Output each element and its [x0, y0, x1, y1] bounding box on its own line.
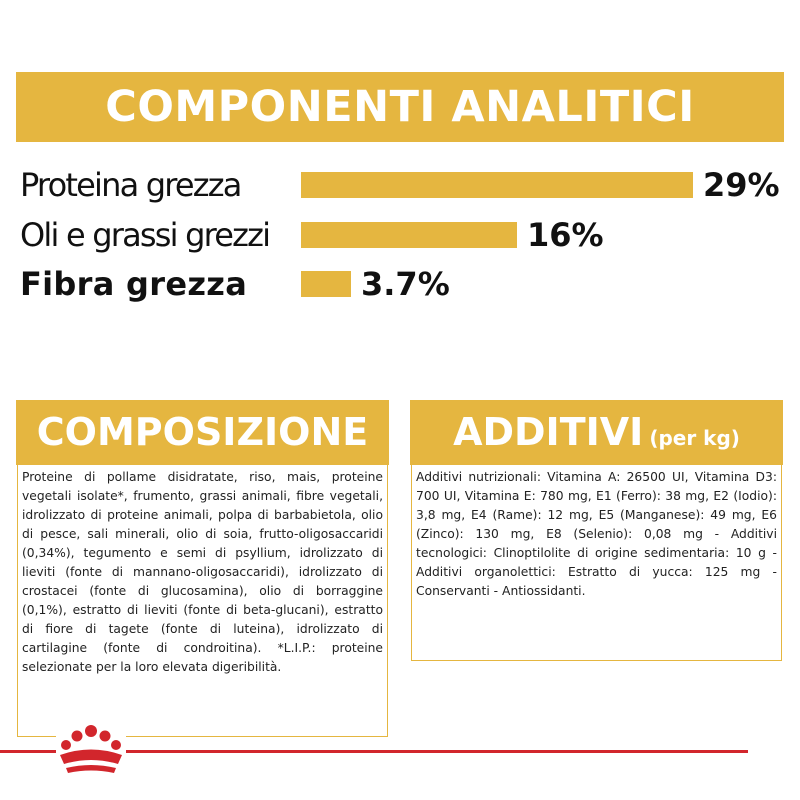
row-label: Proteina grezza	[20, 166, 241, 204]
composition-header	[16, 400, 389, 465]
additives-header	[410, 400, 783, 465]
royal-canin-crown-icon	[56, 722, 126, 782]
additives-panel	[410, 400, 783, 661]
additives-title-wrap	[410, 400, 783, 465]
row-bar	[301, 271, 351, 297]
row-bar	[301, 222, 517, 248]
analytics-row-protein	[0, 160, 800, 210]
row-value: 3.7%	[361, 265, 450, 303]
additives-subtitle: (per kg)	[649, 426, 740, 450]
analytics-row-fat	[0, 210, 800, 260]
row-label: Oli e grassi grezzi	[20, 216, 270, 254]
row-value: 16%	[527, 216, 604, 254]
composition-panel	[16, 400, 389, 737]
composition-title: COMPOSIZIONE	[36, 410, 369, 454]
row-label: Fibra grezza	[20, 265, 248, 303]
analytics-title: COMPONENTI ANALITICI	[105, 82, 695, 132]
analytics-row-fiber	[0, 259, 800, 309]
row-value: 29%	[703, 166, 780, 204]
analytics-banner	[16, 72, 784, 142]
row-bar	[301, 172, 693, 198]
composition-text: Proteine di pollame disidratate, riso, mais, proteine vegetali isolate*, frumento, grassi animali, fibre vegetali, idrolizzato di proteine animali, polpa di barbabietola, olio di pesce, sali minerali, olio di soia, frutto-oligosaccaridi (0,34%), tegumento e semi di psyllium, idrolizzato di lieviti (fonte di mannano-oligosaccaridi), idrolizzato di crostacei (fonte di glucosamina), olio di borraggine (0,1%), estratto di lieviti (fonte di beta-glucani), estratto di fiore di tagete (fonte di luteina), idrolizzato di cartilagine (fonte di condroitina). *L.I.P.: proteine selezionate per la loro elevata digeribilità.	[17, 465, 388, 737]
additives-title: ADDITIVI	[453, 410, 644, 454]
additives-text: Additivi nutrizionali: Vitamina A: 26500 UI, Vitamina D3: 700 UI, Vitamina E: 780 mg, E1 (Ferro): 38 mg, E2 (Iodio): 3,8 mg, E4 (Rame): 12 mg, E5 (Manganese): 49 mg, E6 (Zinco): 130 mg, E8 (Selenio): 0,08 mg - Additivi tecnologici: Clinoptilolite di origine sedimentaria: 10 g - Additivi organolettici: Estratto di yucca: 125 mg - Conservanti - Antiossidanti.	[411, 465, 782, 661]
